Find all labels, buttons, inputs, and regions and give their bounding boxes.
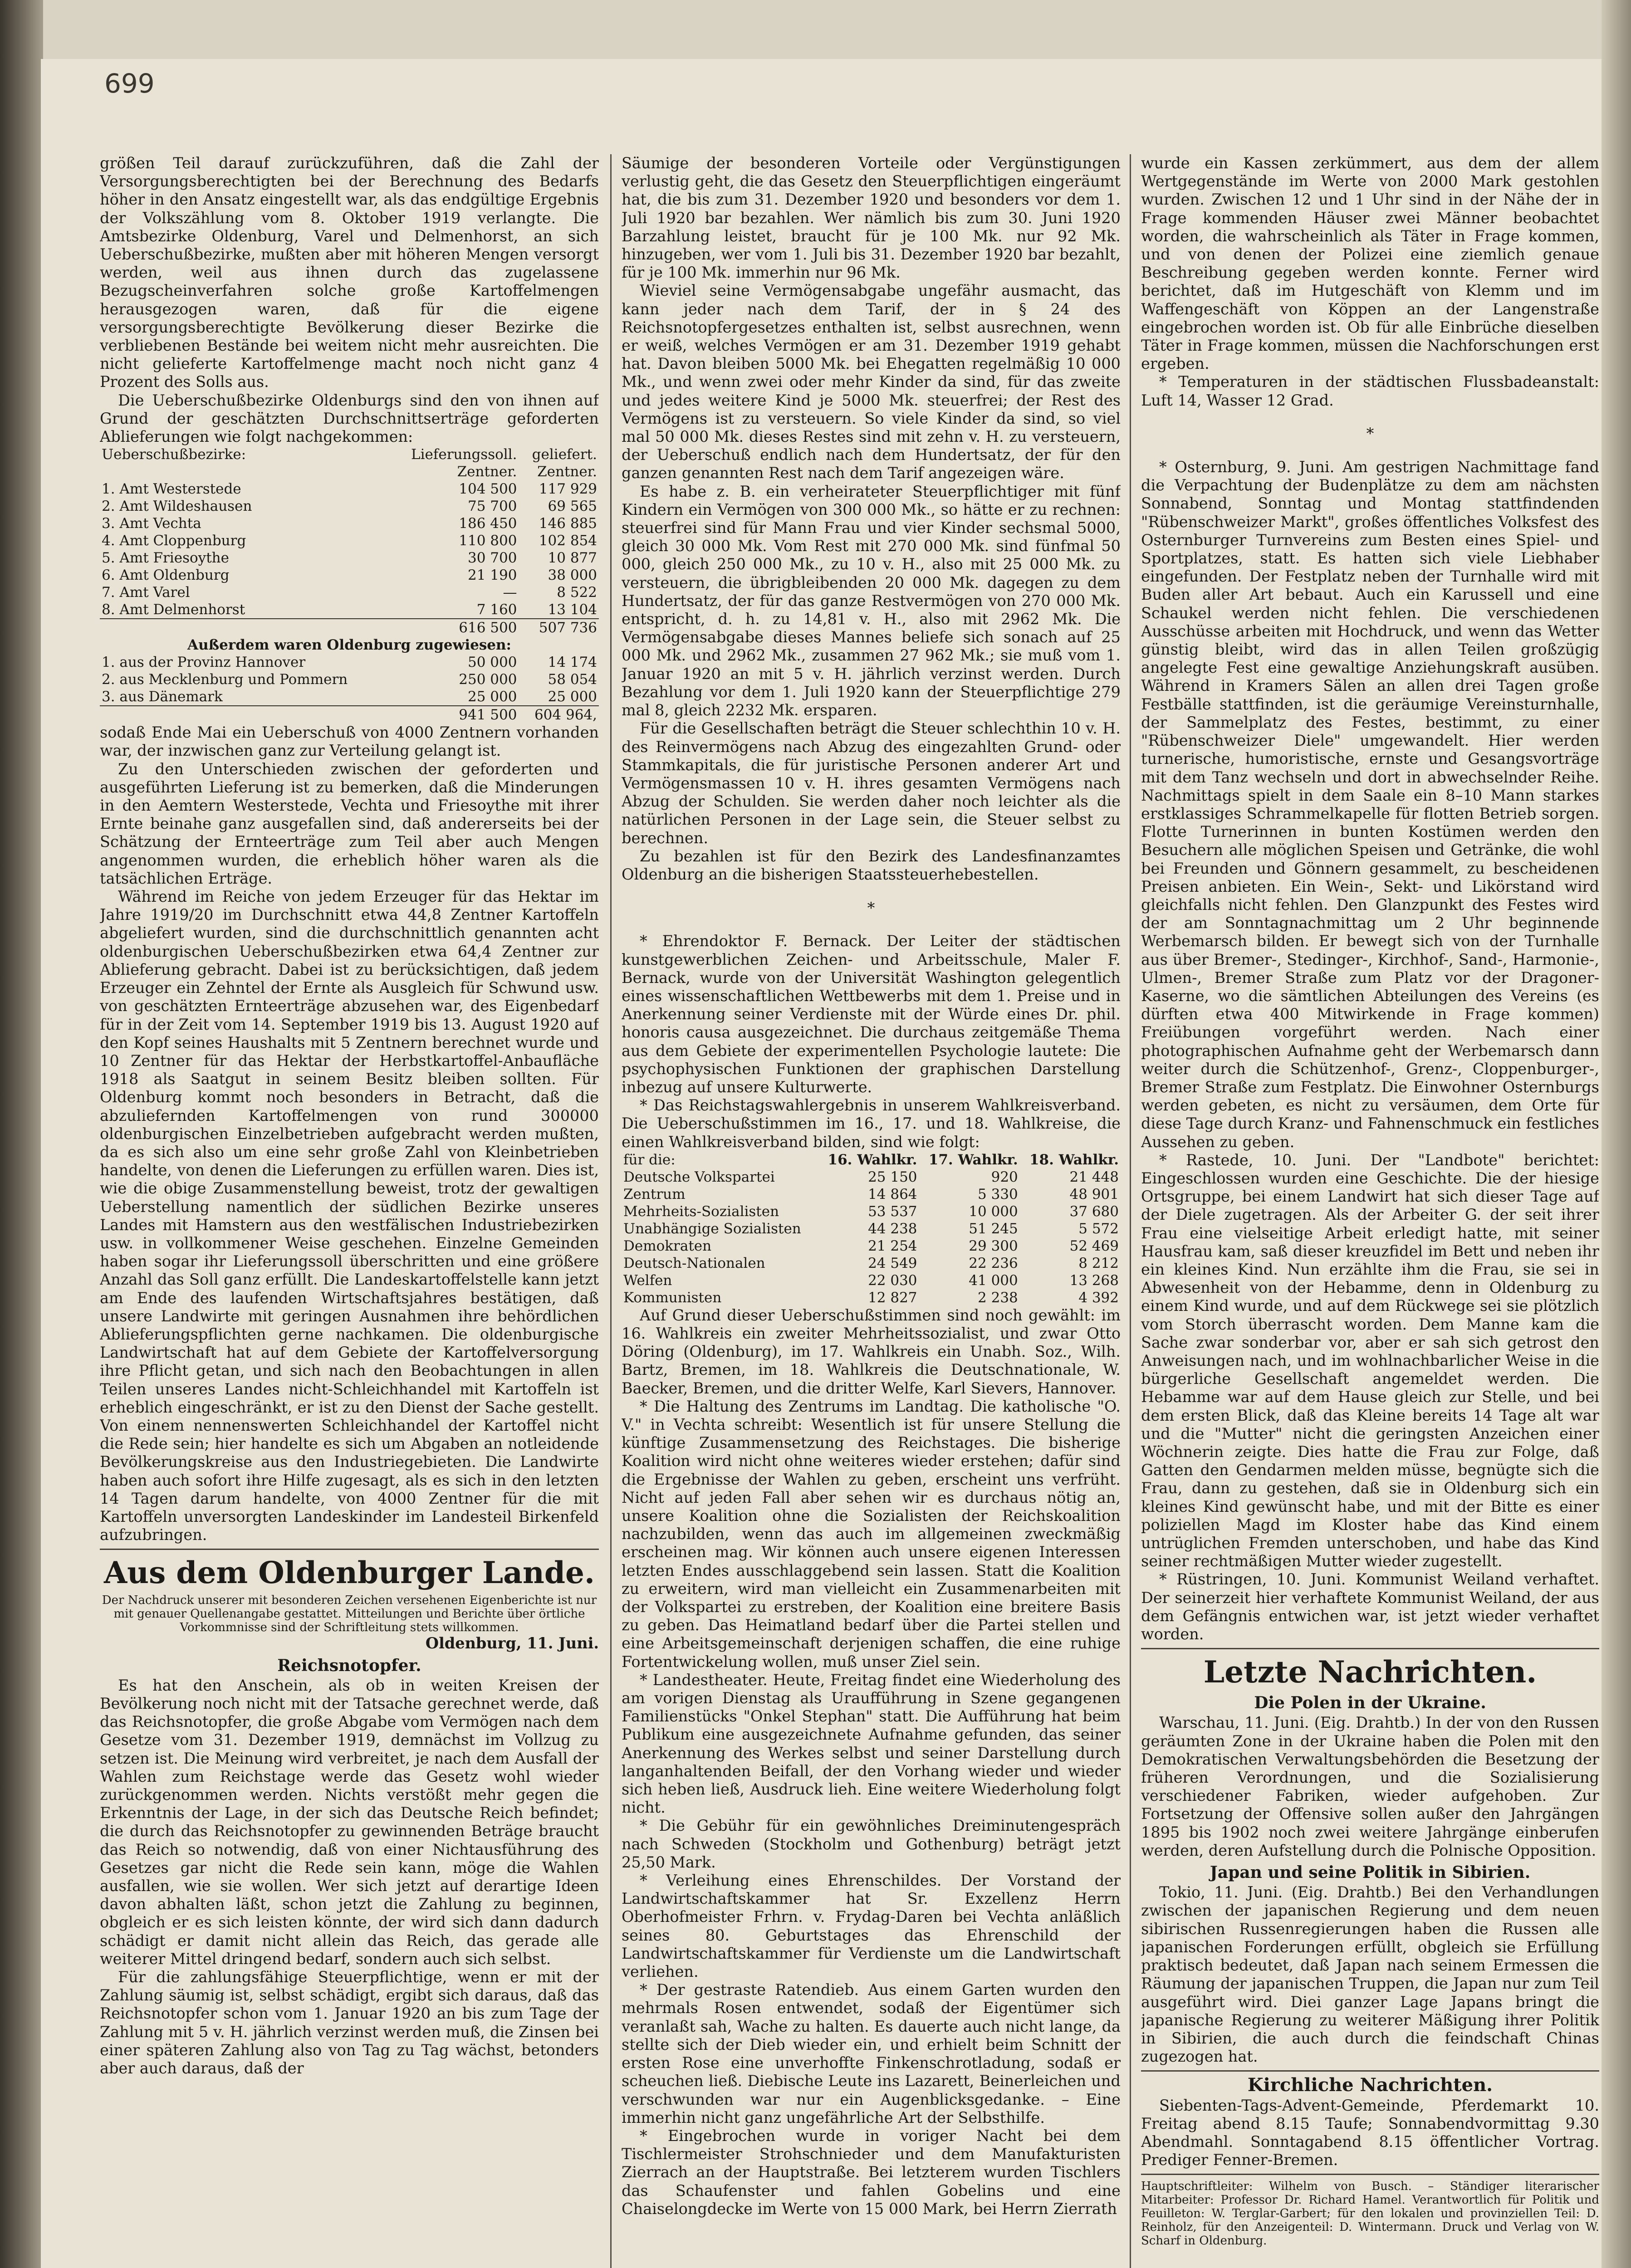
table-cell: Demokraten — [623, 1237, 712, 1254]
table-cell: 30 700 — [467, 550, 517, 567]
table-cell: 50 000 — [467, 654, 517, 671]
article-paragraph: wurde ein Kassen zerkümmert, aus dem der allem Wertgegenstände im Werte von 2000 Mark gestohlen wurden. Zwischen 12 und 1 Uhr sind in der Nähe der in Frage kommenden Häuser zwei Männer beobachtet worden, die wahrscheinlich als Täter in Frage kommen, und von denen der Polizei eine ziemlich genaue Beschreibung gegeben werden konnte. Ferner wird berichtet, daß im Hutgeschäft von Klemm und im Waffengeschäft von Köppen an der Langenstraße eingebrochen worden ist. Ob für alle Einbrüche dieselben Täter in Frage kommen, müssen die Nachforschungen erst ergeben. — [1141, 154, 1599, 373]
table-cell: 7 160 — [476, 601, 517, 618]
table-cell: 29 300 — [969, 1237, 1018, 1254]
table-cell: 102 854 — [539, 533, 597, 549]
separator-asterisk: * — [1366, 425, 1374, 443]
table-cell: 14 864 — [868, 1186, 917, 1202]
table-cell: 7. Amt Varel — [102, 584, 190, 601]
table-header: 18. Wahlkr. — [1029, 1151, 1119, 1168]
table-cell: 920 — [991, 1168, 1018, 1185]
table-cell: 616 500 — [391, 619, 519, 636]
table-cell: 38 000 — [548, 567, 597, 584]
table-cell: 24 549 — [868, 1255, 917, 1271]
divider — [1141, 2174, 1599, 2175]
article-title: Reichsnotopfer. — [277, 1656, 421, 1675]
table-cell: 1. Amt Westerstede — [102, 481, 241, 498]
article-paragraph: Es habe z. B. ein verheirateter Steuerpflichtiger mit fünf Kindern ein Vermögen von 300 000 Mk., so hätte er zu rechnen: steuerfrei sind für Mann Frau und vier Kinder sechsmal 5000, gleich 30 000 Mk. Vom Rest mit 270 000 Mk. sind fünfmal 50 000, gleich 250 000 Mk., zu 10 v. H., also mit 25 000 Mk. zu versteuern, die übrigbleibenden 20 000 Mk. dagegen zu dem Hundertsatz, der für das ganze Restvermögen von 270 000 Mk. entspricht, d. h. zu 14,81 v. H., also mit 2962 Mk. Die Vermögensabgabe dieses Mannes beliefe sich sonach auf 25 000 Mk. und 2962 Mk., zusammen 27 962 Mk.; sie muß vom 1. Januar 1920 an mit 5 v. H. jährlich verzinst werden. Durch Bezahlung vor dem 1. Juli 1920 kann der Steuerpflichtige 279 mal 8, gleich 2232 Mk. ersparen. — [622, 482, 1121, 719]
page-number: 699 — [104, 68, 155, 99]
table-row — [100, 532, 599, 549]
article-paragraph: Säumige der besonderen Vorteile oder Vergünstigungen verlustig geht, die das Gesetz den Steuerpflichtigen eingeräumt hat, die bis zum 31. Dezember 1920 und besonders vor dem 1. Juli 1920 bar bezahlen. Wer nämlich bis zum 30. Juni 1920 Barzahlung leistet, braucht für je 100 Mk. nur 92 Mk. hinzugeben, wer vom 1. Juli bis 31. Dezember 1920 bar bezahlt, für je 100 Mk. immerhin nur 96 Mk. — [622, 154, 1121, 282]
article-paragraph: Warschau, 11. Juni. (Eig. Drahtb.) In der von den Russen geräumten Zone in der Ukraine haben die Polen mit den Demokratischen Verwaltungsbehörden die Besetzung der früheren Verordnungen, und die Sozialisierung verschiedener Fabriken, wieder aufgehoben. Zur Fortsetzung der Offensive sollen außer den Jahrgängen 1895 bis 1902 noch zwei weitere Jahrgänge einberufen werden, deren Aufstellung durch die Polnische Opposition. — [1141, 1714, 1599, 1859]
column-2 — [622, 154, 1121, 2268]
table-cell: 186 450 — [459, 515, 517, 532]
table-header: für die: — [623, 1151, 676, 1168]
table-cell: 53 537 — [868, 1203, 917, 1220]
table-row — [100, 654, 599, 671]
table-cell: 13 104 — [548, 601, 597, 618]
table-cell: 117 929 — [539, 481, 597, 498]
table-cell: 37 680 — [1069, 1203, 1119, 1220]
table-row — [622, 1168, 1121, 1186]
table-row — [622, 1289, 1121, 1306]
table-sum-row — [100, 619, 599, 636]
table-row — [622, 1255, 1121, 1272]
table-cell: 507 736 — [519, 619, 599, 636]
section-title: Letzte Nachrichten. — [1203, 1654, 1537, 1690]
table-cell: 22 236 — [969, 1255, 1018, 1271]
section-note: Der Nachdruck unserer mit besonderen Zeichen versehenen Eigenberichte ist nur mit genauer Quellenangabe gestattet. Mitteilungen und Berichte über örtliche Vorkommnisse sind der Schriftleitung stets willkommen. — [102, 1593, 597, 1635]
potato-delivery-table — [100, 446, 599, 723]
table-cell: 69 565 — [548, 498, 597, 515]
table-cell: 2. Amt Wildeshausen — [102, 498, 252, 515]
table-cell: 25 000 — [548, 689, 597, 705]
column-1 — [100, 154, 599, 2268]
table-cell: Welfen — [623, 1272, 672, 1289]
table-cell: 4 392 — [1078, 1289, 1119, 1306]
table-cell: 52 469 — [1069, 1237, 1119, 1254]
table-cell: 3. aus Dänemark — [102, 689, 223, 705]
table-cell: 110 800 — [459, 533, 517, 549]
table-row — [100, 498, 599, 515]
table-cell: 75 700 — [467, 498, 517, 515]
article-paragraph: * Das Reichstagswahlergebnis in unserem Wahlkreisverband. Die Ueberschußstimmen im 16., 17. und 18. Wahlkreise, die einen Wahlkreisverband bilden, sind wie folgt: — [622, 1096, 1121, 1151]
article-title: Japan und seine Politik in Sibirien. — [1210, 1863, 1531, 1882]
table-cell: 44 238 — [868, 1220, 917, 1237]
table-cell: 6. Amt Oldenburg — [102, 567, 230, 584]
table-cell: 4. Amt Cloppenburg — [102, 533, 246, 549]
article-paragraph: * Die Gebühr für ein gewöhnliches Dreiminutengespräch nach Schweden (Stockholm und Gothenburg) beträgt jetzt 25,50 Mark. — [622, 1817, 1121, 1871]
article-paragraph: * Die Haltung des Zentrums im Landtag. Die katholische "O. V." in Vechta schreibt: Wesentlich ist für unsere Stellung die künftige Zusammensetzung des Reichstages. Die bisherige Koalition wird nicht ohne weiteres wieder erstehen; dafür sind die Ergebnisse der Wahlen zu geben, erscheint uns verfrüht. Nicht auf jeden Fall aber sehen wir es durchaus nötig an, unsere Koalition ohne die Sozialisten der Reichskoalition nachzubilden, wenn das auch im allgemeinen zweckmäßig erscheinen mag. Wir können auch unsere eigenen Interessen letzten Endes ausschlaggebend sein lassen. Statt die Koalition zu erweitern, wird man vielleicht ein Zusammenarbeiten mit der Volkspartei zu erstreben, der Koalition eine breitere Basis zu geben. Das Heimatland bedarf über die Partei stellen und eine Arbeitsgemeinschaft derjenigen schaffen, die eine ruhige Fortentwickelung wollen, muß unser Ziel sein. — [622, 1397, 1121, 1671]
table-cell — [100, 706, 391, 723]
article-paragraph: Die Ueberschußbezirke Oldenburgs sind den von ihnen auf Grund der geschätzten Durchschnittserträge geforderten Ablieferungen wie folgt nachgekommen: — [100, 391, 599, 446]
article-paragraph: * Rastede, 10. Juni. Der "Landbote" berichtet: Eingeschlossen wurden eine Geschichte. Die der hiesige Ortsgruppe, bei einem Landwirt hat sich dieser Tage auf der Diele zugetragen. Als der Arbeiter G. der seit ihrer Frau eine vielseitige Arbeit erledigt hatte, mit seiner Hausfrau kam, saß dieser kreuzfidel im Bett und neben ihr ein kleines Kind. Nun erzählte ihm die Frau, sie sei in Abwesenheit von der Hebamme, denn in Oldenburg zu einem Kind wurde, und auf dem Rückwege sei sie plötzlich vom Storch überrascht worden. Dem Manne kam die Sache zwar sonderbar vor, aber er sah sich getrost den Anweisungen nach, und im wohlnachbarlicher Weise in die bürgerliche Gesellschaft angemeldet werden. Die Hebamme war auf dem Hause gleich zur Stelle, und bei dem ersten Blick, daß das Kleine bereits 14 Tage alt war und die "Mutter" nicht die geringsten Anzeichen einer Wöchnerin zeigte. Dies hatte die Frau zur Folge, daß Gatten den Gendarmen melden müsse, begnügte sich die Frau, dann zu gestehen, daß sie in Oldenburg sich ein kleines Kind gewünscht habe, und mit der Bitte es einer poliziellen Magd im Kloster habe das Kind einem untrüglichen Fremden unterschoben, und habe das Kind seiner rechtmäßigen Mutter wieder zugestellt. — [1141, 1151, 1599, 1570]
table-cell: 22 030 — [868, 1272, 917, 1289]
table-row — [622, 1237, 1121, 1255]
table-cell: 146 885 — [539, 515, 597, 532]
table-header: Lieferungssoll. — [411, 446, 517, 463]
table-row — [622, 1220, 1121, 1237]
table-cell: 5 330 — [978, 1186, 1018, 1202]
table-cell: 104 500 — [459, 481, 517, 498]
table-cell: 12 827 — [868, 1289, 917, 1306]
article-paragraph: * Osternburg, 9. Juni. Am gestrigen Nachmittage fand die Verpachtung der Budenplätze zu dem am nächsten Sonnabend, Sonntag und Montag stattfindenden "Rübenschweizer Markt", großes öffentliches Volksfest des Osternburger Turnvereins zum Besten eines Spiel- und Sportplatzes, statt. Es hatten sich viele Liebhaber eingefunden. Der Festplatz neben der Turnhalle wird mit Buden aller Art bebaut. Auch ein Karussell und eine Schaukel werden nicht fehlen. Die verschiedenen Ausschüsse arbeiten mit Hochdruck, und wenn das Wetter günstig bleibt, wird das in allen Teilen großzügig angelegte Fest eine gewaltige Anziehungskraft ausüben. Während in Kramers Sälen an allen drei Tagen große Festbälle stattfinden, ist die geräumige Vereinsturnhalle, der Sammelplatz des Festes, bestimmt, zu einer "Rübenschweizer Diele" umgewandelt. Hier werden turnerische, humoristische, ernste und Gesangsvorträge mit dem Tanz wechseln und dort in abwechselnder Reihe. Nachmittags spielt in dem Saale ein 8–10 Mann starkes erstklassiges Schrammelkapelle für flotten Betrieb sorgen. Flotte Turnerinnen in bunten Kostümen werden den Besuchern alle möglichen Speisen und Getränke, die wohl bei Freunden und Gönnern gesammelt, zu bescheidenen Preisen anbieten. Ein Wein-, Sekt- und Likörstand wird gleichfalls nicht fehlen. Den Glanzpunkt des Festes wird der am Sonntagnachmittag um 2 Uhr beginnende Werbemarsch bilden. Er bewegt sich von der Turnhalle aus über Bremer-, Stedinger-, Kirchhof-, Sand-, Harmonie-, Ulmen-, Bremer Straße zum Platz vor der Dragoner-Kaserne, wo die sämtlichen Abteilungen des Vereins (es dürften etwa 400 Mitwirkende in Frage kommen) Freiübungen vorgeführt werden. Nach einer photographischen Aufnahme geht der Werbemarsch dann weiter durch die Schützenhof-, Grenz-, Cloppenburger-, Bremer Straße zum Festplatz. Die Einwohner Osternburgs werden gebeten, es nicht zu versäumen, dem Orte für diese Tage durch Kranz- und Fahnenschmuck ein festliches Aussehen zu geben. — [1141, 458, 1599, 1151]
table-cell: 8 212 — [1078, 1255, 1119, 1271]
article-paragraph: * Rüstringen, 10. Juni. Kommunist Weiland verhaftet. Der seinerzeit hier verhaftete Kommunist Weiland, der aus dem Gefängnis entwichen war, ist jetzt wieder verhaftet worden. — [1141, 1570, 1599, 1643]
table-row — [100, 688, 599, 706]
imprint: Hauptschriftleiter: Wilhelm von Busch. – Ständiger literarischer Mitarbeiter: Professor Dr. Richard Hamel. Verantwortlich für Politik und Feuilleton: W. Terglar-Garbert; für den lokalen und provinziellen Teil: D. Reinholz, für den Anzeigenteil: D. Wintermann. Druck und Verlag von W. Scharf in Oldenburg. — [1141, 2180, 1599, 2248]
article-paragraph: Es hat den Anschein, als ob in weiten Kreisen der Bevölkerung noch nicht mit der Tatsache gerechnet werde, daß das Reichsnotopfer, die große Abgabe vom Vermögen nach dem Gesetze vom 31. Dezember 1919, demnächst im Vollzug zu setzen ist. Die Meinung wird verbreitet, je nach dem Ausfall der Wahlen zum Reichstage werde das Gesetz wohl wieder zurückgenommen werden. Nichts verstößt mehr gegen die Erkenntnis der Lage, in der sich das Deutsche Reich befindet; die durch das Reichsnotopfer zu gewinnenden Beträge braucht das Reich so notwendig, daß von einer Nichtausführung des Gesetzes gar nicht die Rede sein kann, möge die Wahlen ausfallen, wie sie wollen. Wer sich jetzt auf derartige Ideen davon abhalten läßt, schon jetzt die Zahlung zu beginnen, obgleich er es sich leisten könnte, der wird sich dann dadurch schädigt er damit nicht allein das Reich, das gerade alle weiterer Mittel dringend bedarf, sondern auch sich selbst. — [100, 1676, 599, 1968]
table-header: 17. Wahlkr. — [928, 1151, 1018, 1168]
table-cell: 48 901 — [1069, 1186, 1119, 1202]
column-rule — [610, 154, 612, 2268]
table-cell: 21 254 — [868, 1237, 917, 1254]
article-paragraph: * Eingebrochen wurde in voriger Nacht bei dem Tischlermeister Strohschnieder und dem Manufakturisten Zierrach an der Hauptstraße. Bei letzterem wurden Tischlers das Schaufenster und fahlen Gobelins und eine Chaiselongdecke im Werte von 15 000 Mark, bei Herrn Zierrath — [622, 2126, 1121, 2218]
table-cell: 13 268 — [1069, 1272, 1119, 1289]
article-paragraph: Während im Reiche von jedem Erzeuger für das Hektar im Jahre 1919/20 im Durchschnitt etwa 44,8 Zentner Kartoffeln abgeliefert wurden, sind die durchschnittlich genannten acht oldenburgischen Ueberschußbezirken etwa 64,4 Zentner zur Ablieferung gebracht. Dabei ist zu berücksichtigen, daß jedem Erzeuger ein Zehntel der Ernte als Ausgleich für Schwund usw. von geschätzten Ernteerträge abzusehen war, des Eigenbedarf für in der Zeit vom 14. September 1919 bis 13. August 1920 auf den Kopf seines Haushalts mit 5 Zentnern berechnet wurde und 10 Zentner für das Hektar der Herbstkartoffel-Anbaufläche 1918 als Saatgut in seinem Besitz bleiben sollten. Für Oldenburg kommt noch besonders in Betracht, daß die abzuliefernden Kartoffelmengen von rund 300000 oldenburgischen Einzelbetrieben aufgebracht werden mußten, da es sich also um eine sehr große Zahl von Kleinbetrieben handelte, von denen die Lieferungen zu erfüllen waren. Dies ist, wie die obige Zusammenstellung beweist, trotz der gewaltigen Ueberstellung namentlich der südlichen Bezirke unseres Landes mit Hamstern aus den westfälischen Industriebezirken usw. in vollkommener Weise geschehen. Einzelne Gemeinden haben sogar ihr Lieferungssoll überschritten und eine größere Anzahl das Soll ganz erfüllt. Die Landeskartoffelstelle kann jetzt am Ende des laufenden Wirtschaftsjahres bestätigen, daß unsere Landwirte mit geringen Ausnahmen ihre behördlichen Ablieferungspflichten gerne nachkamen. Die oldenburgische Landwirtschaft hat auf dem Gebiete der Kartoffelversorgung ihre Pflicht getan, und sich nach den Beobachtungen in allen Teilen unseres Landes nicht-Schleichhandel mit Kartoffeln ist erheblich eingeschränkt, er ist zu den Dienst der Sache gestellt. Von einem nennenswerten Schleichhandel der Kartoffel nicht die Rede sein; hier handelte es sich um Abgaben an notleidende Bevölkerungskreise aus den Industriegebieten. Die Landwirte haben auch sofort ihre Hilfe zugesagt, als es sich in den letzten 14 Tagen darum handelte, von 4000 Zentner für die mit Kartoffeln unversorgten Landeskinder im Landesteil Birkenfeld aufzubringen. — [100, 888, 599, 1544]
article-paragraph: Auf Grund dieser Ueberschußstimmen sind noch gewählt: im 16. Wahlkreis ein zweiter Mehrheitssozialist, und zwar Otto Döring (Oldenburg), im 17. Wahlkreis ein Unabh. Soz., Wilh. Bartz, Bremen, im 18. Wahlkreis die Deutschnationale, W. Baecker, Bremen, und die dritter Welfe, Karl Sievers, Hannover. — [622, 1306, 1121, 1397]
table-cell: 21 448 — [1069, 1168, 1119, 1185]
table-row — [100, 549, 599, 567]
separator-asterisk: * — [867, 899, 875, 917]
table-row — [100, 480, 599, 498]
table-row — [622, 1203, 1121, 1220]
article-title: Die Polen in der Ukraine. — [1254, 1693, 1486, 1713]
table-cell: 250 000 — [459, 671, 517, 688]
table-cell: 21 190 — [467, 567, 517, 584]
table-sum-row — [100, 706, 599, 723]
article-paragraph: * Ehrendoktor F. Bernack. Der Leiter der städtischen kunstgewerblichen Zeichen- und Arbeitsschule, Maler F. Bernack, wurde von der Universität Washington gelegentlich eines wissenschaftlichen Wettbewerbs mit dem 1. Preise und in Anerkennung seiner Verdienste mit der Würde eines Dr. phil. honoris causa ausgezeichnet. Die durchaus zeitgemäße Thema aus dem Gebiete der experimentellen Psychologie lautete: Die psychophysischen Funktionen der graphischen Darstellung inbezug auf unsere Kulturwerte. — [622, 932, 1121, 1096]
table-header: geliefert. — [532, 446, 597, 463]
table-cell: 5. Amt Friesoythe — [102, 550, 229, 567]
table-cell: Kommunisten — [623, 1289, 722, 1306]
table-cell: 41 000 — [969, 1272, 1018, 1289]
article-paragraph: Tokio, 11. Juni. (Eig. Drahtb.) Bei den Verhandlungen zwischen der japanischen Regierung und dem neuen sibirischen Russenregierungen haben die Russen alle japanischen Forderungen erfüllt, obgleich sie Erfüllung praktisch bedeutet, daß Japan nach seinem Ermessen die Räumung der japanischen Truppen, die Japan nur zum Teil ausgeführt wird. Diei ganzer Lage Japans bringt die japanische Regierung zu weiterer Mäßigung ihrer Politik in Sibirien, die auch durch die feindschaft Chinas zugezogen hat. — [1141, 1883, 1599, 2066]
table-row — [100, 567, 599, 584]
table-cell: 5 572 — [1078, 1220, 1119, 1237]
article-paragraph: Für die Gesellschaften beträgt die Steuer schlechthin 10 v. H. des Reinvermögens nach Abzug des eingezahlten Grund- oder Stammkapitals, die für juristische Personen anderer Art und Vermögensmassen 10 v. H. ihres gesamten Vermögens nach Abzug der Schulden. Sie werden daher noch leichter als die natürlichen Personen in der Lage sein, die Steuer selbst zu berechnen. — [622, 719, 1121, 847]
table-cell: 25 000 — [467, 689, 517, 705]
article-paragraph: Zu bezahlen ist für den Bezirk des Landesfinanzamtes Oldenburg an die bisherigen Staatssteuerhebestellen. — [622, 847, 1121, 883]
table-cell: 10 877 — [548, 550, 597, 567]
table-cell: 58 054 — [548, 671, 597, 688]
article-paragraph: Für die zahlungsfähige Steuerpflichtige, wenn er mit der Zahlung säumig ist, selbst schädigt, ergibt sich daraus, daß das Reichsnotopfer schon vom 1. Januar 1920 an bis zum Tage der Zahlung mit 5 v. H. jährlich verzinst werden muß, die Zinsen bei einer späteren Zahlung also von Tag zu Tag wächst, betonders aber auch daraus, daß der — [100, 1968, 599, 2077]
article-paragraph: Wieviel seine Vermögensabgabe ungefähr ausmacht, das kann jeder nach dem Tarif, der in § 24 des Reichsnotopfergesetzes enthalten ist, selbst ausrechnen, wenn er weiß, welches Vermögen er am 31. Dezember 1919 gehabt hat. Davon bleiben 5000 Mk. bei Ehegatten regelmäßig 10 000 Mk., und wenn zwei oder mehr Kinder da sind, für das zweite und jedes weitere Kind je 5000 Mk. steuerfrei; der Rest des Vermögens ist zu versteuern. So viele Kinder da sind, so viel mal 50 000 Mk. dieses Restes sind mit zehn v. H. zu versteuern, der Ueberschuß endlich nach dem Hundertsatz, der für den ganzen genannten Rest nach dem Tarif angezeigen wäre. — [622, 282, 1121, 482]
book-binding — [0, 0, 43, 2268]
column-3 — [1141, 154, 1599, 2268]
table-unit — [100, 463, 391, 480]
divider — [100, 1549, 599, 1550]
table-unit: Zentner. — [537, 464, 597, 480]
table-cell: Unabhängige Sozialisten — [623, 1220, 801, 1237]
article-paragraph: sodaß Ende Mai ein Ueberschuß von 4000 Zentnern vorhanden war, der inzwischen ganz zur Verteilung gelangt ist. — [100, 723, 599, 760]
table-cell: 3. Amt Vechta — [102, 515, 201, 532]
table-unit: Zentner. — [457, 464, 517, 480]
table-row — [100, 584, 599, 601]
table-cell: Deutsche Volkspartei — [623, 1168, 775, 1185]
article-paragraph: Siebenten-Tags-Advent-Gemeinde, Pferdemarkt 10. Freitag abend 8.15 Taufe; Sonnabendvormittag 9.30 Abendmahl. Sonntagabend 8.15 öffentlicher Vortrag. Prediger Fenner-Bremen. — [1141, 2096, 1599, 2169]
article-paragraph: * Temperaturen in der städtischen Flussbadeanstalt: Luft 14, Wasser 12 Grad. — [1141, 373, 1599, 409]
dateline: Oldenburg, 11. Juni. — [425, 1634, 599, 1652]
table-cell: Mehrheits-Sozialisten — [623, 1203, 779, 1220]
article-paragraph: Zu den Unterschieden zwischen der geforderten und ausgeführten Lieferung ist zu bemerken, daß die Minderungen in den Aemtern Westerstede, Vechta und Friesoythe mit ihrer Ernte beinahe ganz ausgefallen sind, daß andererseits bei der Schätzung der Ernteerträge zum Teil aber auch Mengen angenommen wurden, die erheblich höher waren als die tatsächlichen Erträge. — [100, 760, 599, 887]
table-row — [100, 671, 599, 688]
table-cell: 25 150 — [868, 1168, 917, 1185]
table-cell: 604 964, — [519, 706, 599, 723]
page-edge — [1602, 0, 1631, 2268]
table-cell: 1. aus der Provinz Hannover — [102, 654, 306, 671]
table-cell: 8 522 — [557, 584, 597, 601]
table-cell: 2 238 — [978, 1289, 1018, 1306]
section-title: Kirchliche Nachrichten. — [1247, 2074, 1493, 2096]
table-cell: — — [503, 584, 517, 601]
table-cell: 2. aus Mecklenburg und Pommern — [102, 671, 348, 688]
article-paragraph: * Der gestraste Ratendieb. Aus einem Garten wurden den mehrmals Rosen entwendet, sodaß der Eigentümer sich veranlaßt sah, Wache zu halten. Es dauerte auch nicht lange, da stellte sich der Dieb wieder ein, und erhielt beim Schnitt der ersten Rose eine unverhoffte Finkenschrotladung, sodaß er scheuchen ließ. Diebische Leute ins Lazarett, Beinerleichen und verschwunden war nur ein Augenblicksgedanke. – Eine immerhin nicht ganz ungefährliche Art der Selbsthilfe. — [622, 1981, 1121, 2126]
article-paragraph: * Landestheater. Heute, Freitag findet eine Wiederholung des am vorigen Dienstag als Uraufführung in Szene gegangenen Familienstücks "Onkel Stephan" statt. Die Aufführung hat beim Publikum eine ausgezeichnete Aufnahme gefunden, das seiner Anerkennung des Werkes selbst und seiner Darstellung durch langanhaltenden Beifall, der den Vorhang wieder und wieder sich heben ließ, Ausdruck lieh. Eine weitere Wiederholung folgt nicht. — [622, 1671, 1121, 1817]
election-results-table — [622, 1151, 1121, 1306]
column-rule — [1130, 154, 1131, 2268]
table-cell: 51 245 — [969, 1220, 1018, 1237]
table-cell: 10 000 — [969, 1203, 1018, 1220]
table-cell: Zentrum — [623, 1186, 686, 1202]
table-subheading: Außerdem waren Oldenburg zugewiesen: — [187, 637, 511, 654]
table-cell: 941 500 — [391, 706, 519, 723]
table-header: 16. Wahlkr. — [828, 1151, 917, 1168]
table-header: Ueberschußbezirke: — [102, 446, 246, 463]
article-paragraph: größen Teil darauf zurückzuführen, daß die Zahl der Versorgungsberechtigten bei der Berechnung des Bedarfs höher in den Ansatz eingestellt war, als das endgültige Ergebnis der Volkszählung vom 8. Oktober 1919 verlangte. Die Amtsbezirke Oldenburg, Varel und Delmenhorst, an sich Ueberschußbezirke, mußten aber mit höheren Mengen versorgt werden, weil aus ihnen durch das zugelassene Bezugscheinverfahren solche große Kartoffelmengen herausgezogen waren, daß für die eigene versorgungsberechtigte Bevölkerung dieser Bezirke die verbliebenen Bestände bei weitem nicht mehr ausreichten. Die nicht gelieferte Kartoffelmenge macht noch nicht ganz 4 Prozent des Solls aus. — [100, 154, 599, 391]
table-cell — [100, 619, 391, 636]
divider — [1141, 1648, 1599, 1649]
table-cell: Deutsch-Nationalen — [623, 1255, 765, 1271]
table-row — [622, 1272, 1121, 1289]
table-cell: 8. Amt Delmenhorst — [102, 601, 245, 618]
table-row — [100, 515, 599, 532]
divider — [1141, 2070, 1599, 2072]
article-paragraph: * Verleihung eines Ehrenschildes. Der Vorstand der Landwirtschaftskammer hat Sr. Exzellenz Herrn Oberhofmeister Frhrn. v. Frydag-Daren bei Vechta anläßlich seines 80. Geburtstages das Ehrenschild der Landwirtschaftskammer für Verdienste um die Landwirtschaft verliehen. — [622, 1872, 1121, 1981]
table-cell: 14 174 — [548, 654, 597, 671]
table-row — [622, 1186, 1121, 1203]
table-row — [100, 601, 599, 619]
section-title: Aus dem Oldenburger Lande. — [103, 1555, 595, 1591]
